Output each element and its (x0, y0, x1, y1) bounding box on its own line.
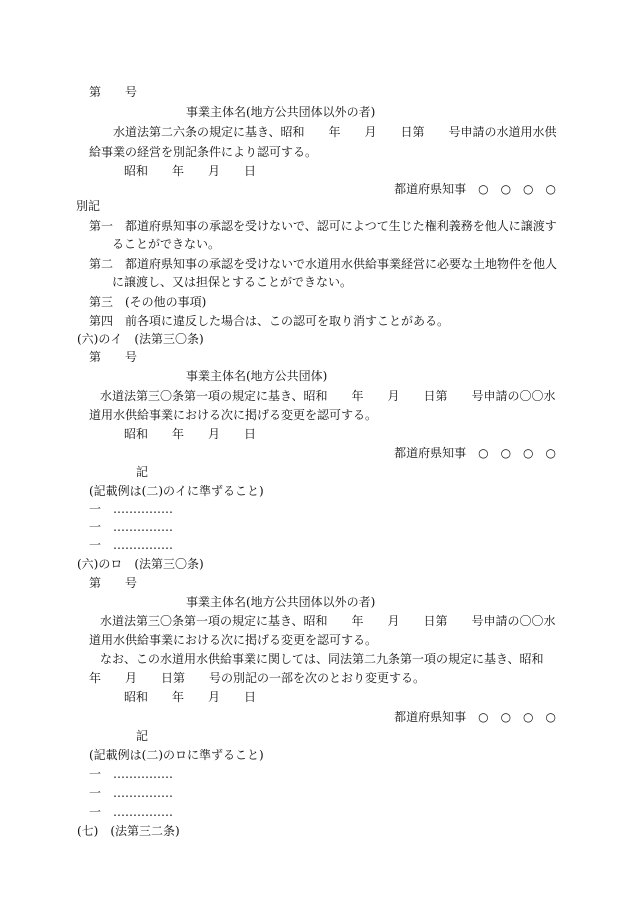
section-heading: (六)のロ (法第三〇条) (77, 557, 204, 571)
condition-1: 第一 都道府県知事の承認を受けないで、認可によつて生じた権利義務を他人に譲渡す (89, 219, 557, 233)
condition-4: 第四 前各項に違反した場合は、この認可を取り消すことがある。 (89, 314, 450, 328)
entity-name: 事業主体名(地方公共団体以外の者) (186, 595, 376, 609)
body-text-line: なお、この水道用水供給事業に関しては、同法第二九条第一項の規定に基き、昭和 (100, 652, 544, 666)
bekki-label: 別記 (76, 199, 101, 213)
condition-3: 第三 (その他の事項) (89, 295, 207, 309)
body-text-line: 道用水供給事業における次に掲げる変更を認可する。 (89, 408, 378, 422)
body-text-line: 道用水供給事業における次に掲げる変更を認可する。 (89, 633, 378, 647)
reference-note: (記載例は(二)のイに準ずること) (89, 484, 264, 498)
body-text-line: 年 月 日第 号の別記の一部を次のとおり変更する。 (89, 671, 426, 685)
condition-1-cont: ることができない。 (112, 237, 221, 251)
list-item: 一 …………… (89, 520, 174, 534)
list-item: 一 …………… (89, 502, 174, 516)
section-heading: (七) (法第三二条) (77, 824, 180, 838)
governor-signature: 都道府県知事 ○ ○ ○ ○ (394, 710, 556, 724)
ki-label: 記 (136, 729, 149, 743)
permit-number: 第 号 (89, 576, 138, 590)
permit-number: 第 号 (89, 350, 138, 364)
governor-signature: 都道府県知事 ○ ○ ○ ○ (394, 446, 556, 460)
body-text-line: 水道法第三〇条第一項の規定に基き、昭和 年 月 日第 号申請の〇〇水 (100, 389, 556, 403)
reference-note: (記載例は(二)のロに準ずること) (89, 748, 264, 762)
condition-2: 第二 都道府県知事の承認を受けないで水道用水供給事業経営に必要な土地物件を他人 (89, 257, 558, 271)
date-line: 昭和 年 月 日 (124, 164, 257, 178)
condition-2-cont: に譲渡し、又は担保とすることができない。 (112, 275, 353, 289)
ki-label: 記 (136, 465, 149, 479)
date-line: 昭和 年 月 日 (124, 690, 257, 704)
governor-signature: 都道府県知事 ○ ○ ○ ○ (394, 182, 556, 196)
list-item: 一 …………… (89, 538, 174, 552)
permit-number: 第 号 (89, 85, 138, 99)
list-item: 一 …………… (89, 786, 174, 800)
section-heading: (六)のイ (法第三〇条) (77, 332, 204, 346)
list-item: 一 …………… (89, 767, 174, 781)
body-text-line: 給事業の経営を別記条件により認可する。 (89, 145, 318, 159)
list-item: 一 …………… (89, 805, 174, 819)
body-text-line: 水道法第二六条の規定に基き、昭和 年 月 日第 号申請の水道用水供 (113, 125, 557, 139)
entity-name: 事業主体名(地方公共団体以外の者) (186, 105, 376, 119)
date-line: 昭和 年 月 日 (124, 427, 257, 441)
entity-name: 事業主体名(地方公共団体) (186, 369, 328, 383)
body-text-line: 水道法第三〇条第一項の規定に基き、昭和 年 月 日第 号申請の〇〇水 (100, 614, 556, 628)
